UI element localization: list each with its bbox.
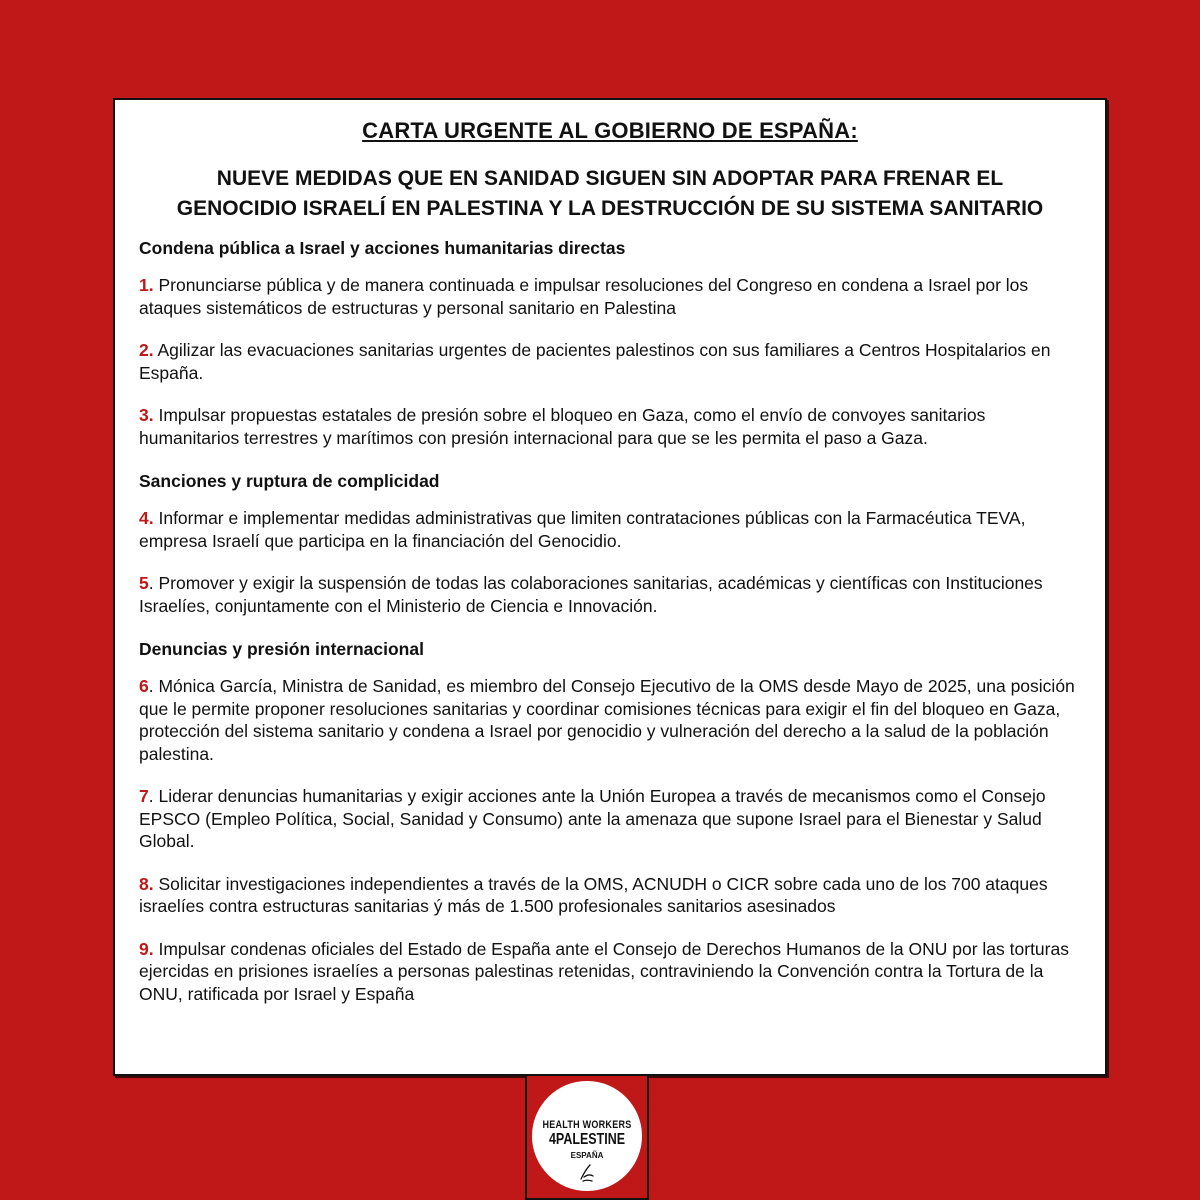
section-condena xyxy=(139,236,1081,449)
measure-item-6 xyxy=(139,675,1081,765)
section-sanciones xyxy=(139,469,1081,617)
subtitle-line-1: NUEVE MEDIDAS QUE EN SANIDAD SIGUEN SIN ADOPTAR PARA FRENAR EL xyxy=(216,167,1004,190)
measure-text: Impulsar propuestas estatales de presión sobre el bloqueo en Gaza, como el envío de convoyes sanitarios humanitarios terrestres y marítimos con presión internacional para que se les permita el paso a Gaza. xyxy=(139,405,986,448)
measure-number: 2. xyxy=(139,340,154,360)
signature-flourish-icon xyxy=(578,1163,596,1183)
logo-text-health-workers: HEALTH WORKERS xyxy=(542,1119,632,1131)
measure-text: Agilizar las evacuaciones sanitarias urgentes de pacientes palestinos con sus familiares a Centros Hospitalarios en España. xyxy=(139,340,1051,383)
measure-text: . Mónica García, Ministra de Sanidad, es miembro del Consejo Ejecutivo de la OMS desde Mayo de 2025, una posición que le permite proponer resoluciones sanitarias y coordinar comisiones técnicas para exigir el fin del bloqueo en Gaza, protección del sistema sanitario y condena a Israel por genocidio y vulneración del derecho a la salud de la población palestina. xyxy=(139,676,1075,764)
measure-text: Informar e implementar medidas administrativas que limiten contrataciones públicas con la Farmacéutica TEVA, empresa Israelí que participa en la financiación del Genocidio. xyxy=(139,508,1026,551)
section-heading: Denuncias y presión internacional xyxy=(139,639,424,659)
measure-item-2 xyxy=(139,339,1081,384)
subtitle-line-2: GENOCIDIO ISRAELÍ EN PALESTINA Y LA DESTRUCCIÓN DE SU SISTEMA SANITARIO xyxy=(176,197,1044,220)
measure-text: Pronunciarse pública y de manera continuada e impulsar resoluciones del Congreso en condena a Israel por los ataques sistemáticos de estructuras y personal sanitario en Palestina xyxy=(139,275,1029,318)
measure-text: . Liderar denuncias humanitarias y exigir acciones ante la Unión Europea a través de mecanismos como el Consejo EPSCO (Empleo Política, Social, Sanidad y Consumo) ante la amenaza que supone Israel para el Bienestar y Salud Global. xyxy=(139,786,1046,851)
logo-text-espana: ESPAÑA xyxy=(570,1151,604,1160)
section-heading: Condena pública a Israel y acciones humanitarias directas xyxy=(139,238,626,258)
measure-number: 5 xyxy=(139,573,149,593)
measure-item-7 xyxy=(139,785,1081,853)
letter-subtitle xyxy=(139,164,1081,224)
measure-text: Impulsar condenas oficiales del Estado de España ante el Consejo de Derechos Humanos de la ONU por las torturas ejercidas en prisiones israelíes a personas palestinas retenidas, contraviniendo la Convención contra la Tortura de la ONU, ratificada por Israel y España xyxy=(139,938,1069,1004)
letter-title: CARTA URGENTE AL GOBIERNO DE ESPAÑA: xyxy=(362,118,858,143)
measure-number: 1. xyxy=(139,275,154,295)
measure-text: Solicitar investigaciones independientes a través de la OMS, ACNUDH o CICR sobre cada uno de los 700 ataques israelíes contra estructuras sanitarias ý más de 1.500 profesionales sanitarios asesinados xyxy=(139,873,1048,916)
logo-text-4palestine: 4PALESTINE xyxy=(548,1131,626,1148)
logo-circle xyxy=(532,1081,642,1191)
measure-item-3 xyxy=(139,404,1081,449)
measure-number: 7 xyxy=(139,786,149,806)
health-workers-4-palestine-logo xyxy=(525,1074,649,1200)
measure-item-8 xyxy=(139,873,1081,918)
measure-number: 3. xyxy=(139,405,154,425)
letter-card xyxy=(113,98,1107,1076)
measure-item-9 xyxy=(139,938,1081,1006)
measure-number: 4. xyxy=(139,508,154,528)
measure-text: . Promover y exigir la suspensión de todas las colaboraciones sanitarias, académicas y científicas con Instituciones Israelíes, conjuntamente con el Ministerio de Ciencia e Innovación. xyxy=(139,573,1043,616)
measure-item-1 xyxy=(139,274,1081,319)
measure-number: 6 xyxy=(139,676,149,696)
measure-item-4 xyxy=(139,507,1081,552)
measure-number: 8. xyxy=(139,873,154,894)
measure-number: 9. xyxy=(139,938,154,959)
section-heading: Sanciones y ruptura de complicidad xyxy=(139,471,440,491)
measure-item-5 xyxy=(139,572,1081,617)
section-denuncias xyxy=(139,637,1081,1005)
